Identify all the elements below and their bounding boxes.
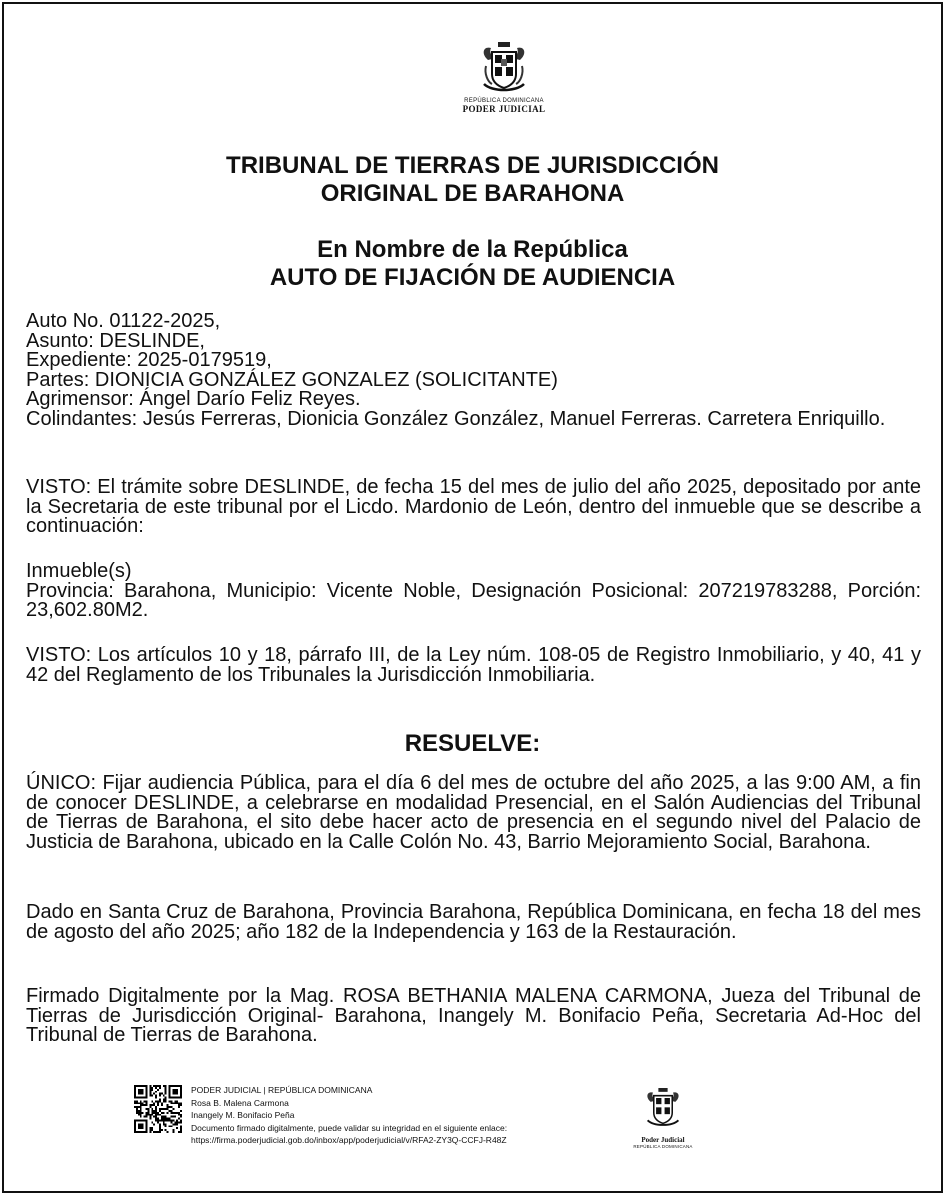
inmueble-detail: Provincia: Barahona, Municipio: Vicente Noble, Designación Posicional: 207219783288, Porción: 23,602.80M2. <box>26 579 921 621</box>
inmueble-section <box>26 562 921 621</box>
dado-paragraph: Dado en Santa Cruz de Barahona, Provincia Barahona, República Dominicana, en fecha 18 del mes de agosto del año 2025; año 182 de la Independencia y 163 de la Restauración. <box>26 901 921 943</box>
auto-heading <box>24 236 921 292</box>
footer-signer-2: Inangely M. Bonifacio Peña <box>191 1110 295 1120</box>
auto-title: AUTO DE FIJACIÓN DE AUDIENCIA <box>269 264 676 291</box>
firmado-paragraph: Firmado Digitalmente por la Mag. ROSA BETHANIA MALENA CARMONA, Jueza del Tribunal de Tierras de Jurisdicción Original- Barahona, Inangely M. Bonifacio Peña, Secretaria Ad-Hoc del Tribunal de Tierras de Barahona. <box>26 985 921 1046</box>
poder-judicial-seal <box>630 1086 696 1149</box>
qr-code-icon[interactable] <box>134 1085 182 1133</box>
coat-of-arms-icon <box>478 40 530 96</box>
inmueble-label: Inmueble(s) <box>26 560 132 582</box>
court-line-2: ORIGINAL DE BARAHONA <box>320 180 625 207</box>
poder-judicial-logo <box>456 40 552 114</box>
en-nombre-line: En Nombre de la República <box>317 236 628 263</box>
auto-number: Auto No. 01122-2025, <box>26 310 221 332</box>
visto-paragraph-2: VISTO: Los artículos 10 y 18, párrafo III, de la Ley núm. 108-05 de Registro Inmobiliario, y 40, 41 y 42 del Reglamento de los Tribunales la Jurisdicción Inmobiliaria. <box>26 644 921 686</box>
footer-validation-link[interactable]: https://firma.poderjudicial.gob.do/inbox/app/poderjudicial/v/RFA2-ZY3Q-CCFJ-R48Z <box>191 1135 507 1145</box>
partes: Partes: DIONICIA GONZÁLEZ GONZALEZ (SOLICITANTE) <box>26 368 558 391</box>
court-heading <box>24 152 921 208</box>
colindantes: Colindantes: Jesús Ferreras, Dionicia González González, Manuel Ferreras. Carretera Enriquillo. <box>26 407 886 430</box>
case-metadata <box>26 312 921 429</box>
signature-info <box>191 1084 507 1147</box>
seal-poder-judicial-text: Poder Judicial <box>641 1136 685 1144</box>
footer-signer-1: Rosa B. Malena Carmona <box>191 1097 289 1108</box>
coat-of-arms-small-icon <box>643 1086 683 1130</box>
logo-republica-text: REPÚBLICA DOMINICANA <box>464 98 544 104</box>
resuelve-heading: RESUELVE: <box>404 730 541 757</box>
footer-validation-note: Documento firmado digitalmente, puede validar su integridad en el siguiente enlace: <box>191 1122 508 1133</box>
court-line-1: TRIBUNAL DE TIERRAS DE JURISDICCIÓN <box>226 152 719 179</box>
logo-poder-judicial-text: PODER JUDICIAL <box>462 104 546 114</box>
digital-signature-footer <box>134 1084 694 1164</box>
visto-paragraph-1: VISTO: El trámite sobre DESLINDE, de fecha 15 del mes de julio del año 2025, depositado por ante la Secretaria de este tribunal por el Licdo. Mardonio de León, dentro del inmueble que se describe a continuación: <box>26 476 921 537</box>
document-page <box>2 2 943 1193</box>
footer-institution: PODER JUDICIAL | REPÚBLICA DOMINICANA <box>191 1085 373 1095</box>
expediente: Expediente: 2025-0179519, <box>26 349 272 371</box>
asunto: Asunto: DESLINDE, <box>26 329 205 352</box>
seal-country-text: REPÚBLICA DOMINICANA <box>633 1144 693 1149</box>
agrimensor: Agrimensor: Ángel Darío Feliz Reyes. <box>26 388 361 410</box>
unico-paragraph: ÚNICO: Fijar audiencia Pública, para el día 6 del mes de octubre del año 2025, a las 9:00 AM, a fin de conocer DESLINDE, a celebrarse en modalidad Presencial, en el Salón Audiencias del Tribunal de Tierras de Barahona, el sito debe hacer acto de presencia en el segundo nivel del Palacio de Justicia de Barahona, ubicado en la Calle Colón No. 43, Barrio Mejoramiento Social, Barahona. <box>26 772 921 853</box>
